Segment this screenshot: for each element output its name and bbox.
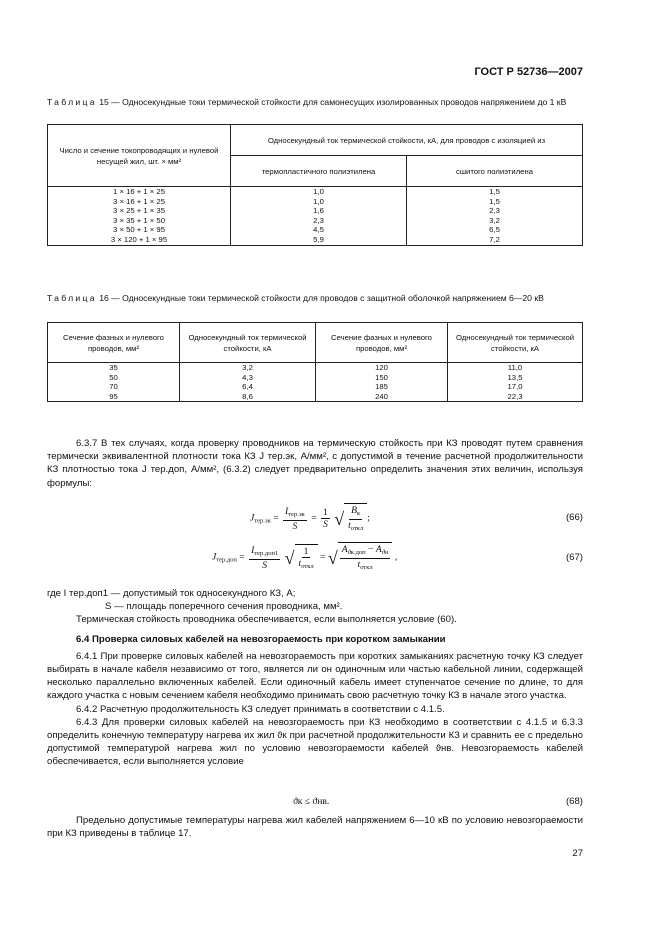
table15-col1-header: Число и сечение токопроводящих и нулевой несущей жил, шт. × мм² <box>48 125 231 187</box>
paragraph-limit-temps: Предельно допустимые температуры нагрева жил кабелей напряжением 6—10 кВ по условию невозгораемости при КЗ приведены в таблице 17. <box>47 815 583 840</box>
table-cell: 35 <box>109 363 118 372</box>
table16-header-2: Односекундный ток термической стойкости, кА <box>180 323 316 363</box>
table16-caption-word: Таблица <box>47 293 97 303</box>
table16-col3-values <box>316 363 448 402</box>
table16-header-4: Односекундный ток термической стойкости, кА <box>448 323 583 363</box>
equation-number-67: (67) <box>565 552 583 563</box>
table15-col2-values <box>231 187 407 246</box>
table16-col1-values <box>48 363 180 402</box>
table-cell: 3,2 <box>242 363 253 372</box>
table15-caption-num: 15 <box>99 97 109 107</box>
table-cell: 3 × 50 + 1 × 95 <box>113 225 165 235</box>
table-cell: 1,5 <box>489 187 500 196</box>
table16-caption-text: — Односекундные токи термической стойкости для проводов с защитной оболочкой напряжением 6—20 кВ <box>108 293 544 303</box>
table-cell: 1,0 <box>313 187 324 196</box>
table15-caption-text: — Односекундные токи термической стойкости для самонесущих изолированных проводов напряжением до 1 кВ <box>108 97 567 107</box>
table16-caption-num: 16 <box>99 293 109 303</box>
formula-67: $J_{тер.доп}$ = $\frac{I_{тер.доп1}}{S}$ √ $\frac{1}{t_{откл}}$ = √ $\frac{A_{ϑк.доп} - A_{ϑн}}{t_{откл}}$ , <box>212 544 398 571</box>
document-id: ГОСТ Р 52736—2007 <box>474 66 583 78</box>
table-cell: 240 <box>375 391 388 401</box>
section-limit-temps <box>47 814 583 840</box>
table-cell: 95 <box>109 391 118 401</box>
table-cell: 185 <box>375 382 388 392</box>
table16-col2-values <box>180 363 316 402</box>
where-line-1: где I тер.доп1 — допустимый ток односекундного КЗ, А; <box>47 588 296 599</box>
formula-68: ϑк ≤ ϑнв. <box>293 796 330 807</box>
table16-header-1: Сечение фазных и нулевого проводов, мм² <box>48 323 180 363</box>
table-cell: 17,0 <box>507 382 523 392</box>
section-637 <box>47 437 583 490</box>
table-cell: 8,6 <box>242 391 253 401</box>
table-cell: 150 <box>375 372 388 382</box>
where-line-2: S — площадь поперечного сечения проводника, мм². <box>105 601 343 613</box>
table15-col3-header: сшитого полиэтилена <box>407 156 583 187</box>
table-cell: 3 × 16 + 1 × 25 <box>113 196 165 206</box>
table16 <box>47 322 583 402</box>
thermal-condition: Термическая стойкость проводника обеспечивается, если выполняется условие (60). <box>76 614 457 626</box>
section-where <box>47 587 583 769</box>
table-cell: 6,4 <box>242 382 253 392</box>
table-cell: 3 × 25 + 1 × 35 <box>113 206 165 216</box>
table-cell: 2,3 <box>313 215 324 225</box>
table-cell: 7,2 <box>489 234 500 244</box>
equation-number-66: (66) <box>565 512 583 523</box>
table-cell: 3 × 35 + 1 × 50 <box>113 215 165 225</box>
table15-caption <box>47 96 583 108</box>
table-cell: 50 <box>109 372 118 382</box>
table-cell: 70 <box>109 382 118 392</box>
table-cell: 1,6 <box>313 206 324 216</box>
table-cell: 3 × 120 + 1 × 95 <box>110 234 168 244</box>
table16-caption <box>47 292 583 304</box>
table-cell: 11,0 <box>507 363 523 372</box>
paragraph-637: 6.3.7 В тех случаях, когда проверку проводников на термическую стойкость при КЗ проводят путем сравнения термически эквивалентной плотности тока КЗ J тер.эк, А/мм², с допустимой в течение расчетной продолжительности КЗ плотностью тока J тер.доп, А/мм², (6.3.2) следует предварительно определить значения этих величин, используя формулы: <box>47 438 583 489</box>
table-cell: 3,2 <box>489 215 500 225</box>
table-cell: 120 <box>375 363 388 372</box>
table15-group-header: Односекундный ток термической стойкости, кА, для проводов с изоляцией из <box>231 125 583 156</box>
table15-col3-values <box>407 187 583 246</box>
table16-col4-values <box>448 363 583 402</box>
page-number: 27 <box>572 848 583 859</box>
table15-caption-word: Таблица <box>47 97 97 107</box>
table-cell: 6,5 <box>489 225 500 235</box>
table-cell: 4,5 <box>313 225 324 235</box>
table-cell: 13,5 <box>507 372 523 382</box>
table15 <box>47 124 583 246</box>
table-cell: 1,0 <box>313 196 324 206</box>
equation-number-68: (68) <box>565 796 583 807</box>
table15-col2-header: термопластичного полиэтилена <box>231 156 407 187</box>
table-cell: 1 × 16 + 1 × 25 <box>113 187 165 196</box>
table-cell: 22,3 <box>507 391 523 401</box>
paragraph-642: 6.4.2 Расчетную продолжительность КЗ следует принимать в соответствии с 4.1.5. <box>76 703 445 715</box>
table-cell: 5,9 <box>313 234 324 244</box>
section-64-heading: 6.4 Проверка силовых кабелей на невозгораемость при коротком замыкании <box>76 633 446 645</box>
paragraph-641: 6.4.1 При проверке силовых кабелей на невозгораемость при коротких замыканиях расчетную точку КЗ следует выбирать в начале кабеля независимо от того, является ли он одиночным или частью кабельной линии, содержащей несколько параллельно включенных кабелей. Если одиночный кабель имеет ступенчатое сечение по длине, то для каждого участка с новым сечением кабеля необходимо принимать свою расчетную точку КЗ в начале этого участка. <box>47 650 583 702</box>
table15-col1-values <box>48 187 231 246</box>
table-cell: 4,3 <box>242 372 253 382</box>
table-cell: 2,3 <box>489 206 500 216</box>
table-cell: 1,5 <box>489 196 500 206</box>
table16-header-3: Сечение фазных и нулевого проводов, мм² <box>316 323 448 363</box>
paragraph-643: 6.4.3 Для проверки силовых кабелей на невозгораемость при КЗ необходимо в соответствии с 4.1.5 и 6.3.3 определить конечную температуру нагрева их жил ϑк при расчетной продолжительности КЗ и сравнить ее с предельно допустимой температурой нагрева жил по условию невозгораемости кабелей ϑнв. Невозгораемость кабелей обеспечивается, если выполняется условие <box>47 716 583 768</box>
formula-66: $J_{тер.эк}$ = $\frac{I_{тер.эк}}{S}$ = $\frac{1}{S}$ √ $\frac{B_к}{t_{откл}}$ ; <box>250 505 370 532</box>
